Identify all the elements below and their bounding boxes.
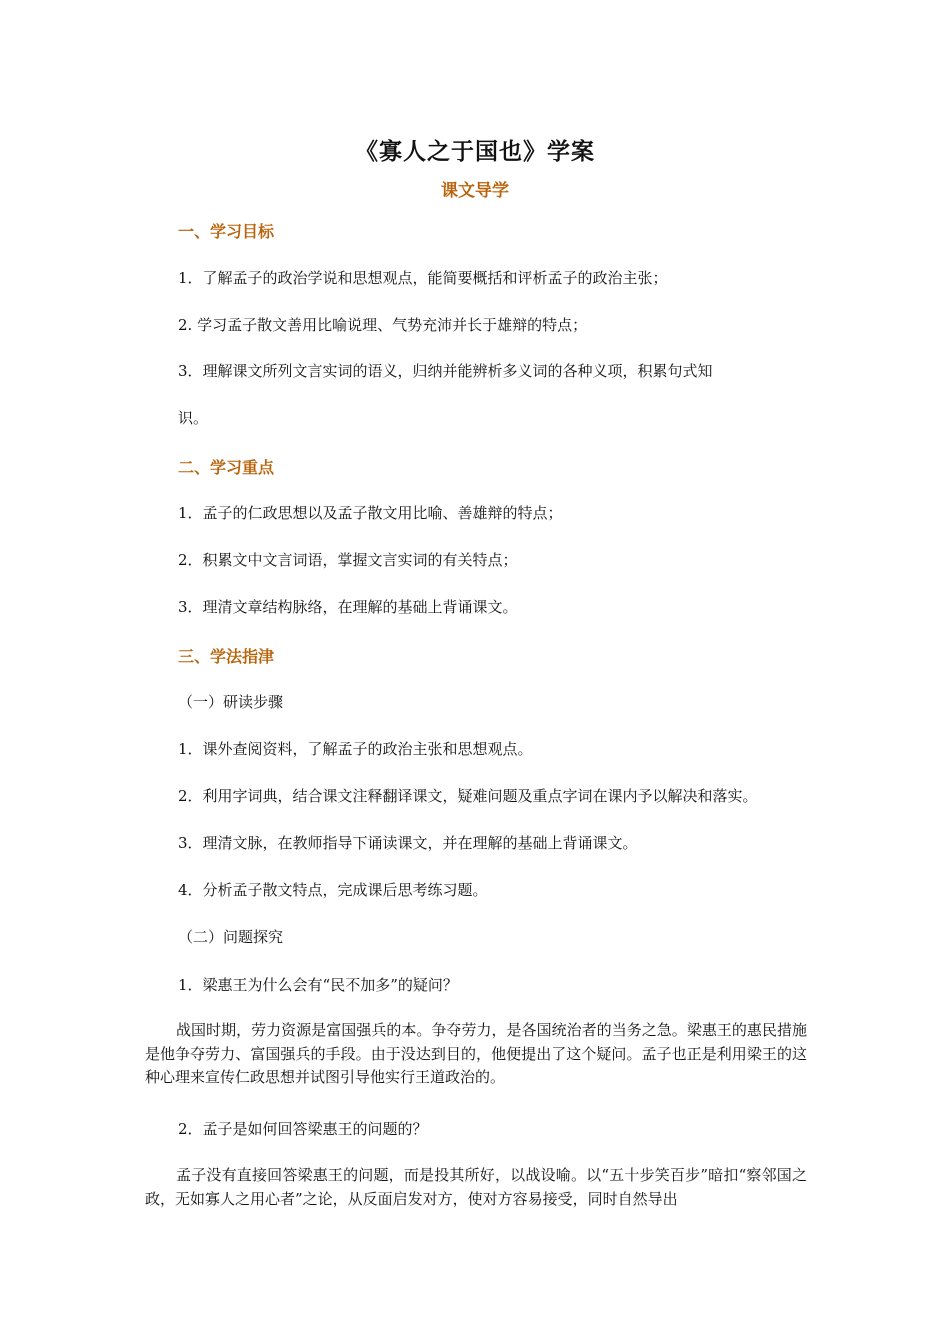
objective-item-1: 1．了解孟子的政治学说和思想观点，能简要概括和评析孟子的政治主张；: [178, 269, 668, 287]
answer-2-paragraph: 孟子没有直接回答梁惠王的问题，而是投其所好，以战设喻。以“五十步笑百步”暗扣“察邻国之政，无如寡人之用心者”之论，从反面启发对方，使对方容易接受，同时自然导出: [145, 1166, 807, 1208]
key-point-item-2: 2．积累文中文言词语，掌握文言实词的有关特点；: [178, 551, 518, 569]
answer-1-paragraph: 战国时期，劳力资源是富国强兵的本。争夺劳力，是各国统治者的当务之急。梁惠王的惠民措施是他争夺劳力、富国强兵的手段。由于没达到目的，他便提出了这个疑问。孟子也正是利用梁王的这种心理来宣传仁政思想并试图引导他实行王道政治的。: [145, 1021, 807, 1086]
step-item-4: 4．分析孟子散文特点，完成课后思考练习题。: [178, 881, 488, 899]
subsection-heading-inquiry: （二）问题探究: [178, 928, 284, 946]
section-heading-objectives: 一、学习目标: [178, 222, 275, 241]
question-1: 1．梁惠王为什么会有“民不加多”的疑问？: [178, 976, 458, 994]
objective-item-3-continued: 识。: [178, 409, 209, 427]
page-subtitle: 课文导学: [441, 181, 509, 201]
subsection-heading-steps: （一）研读步骤: [178, 693, 284, 711]
step-item-1: 1．课外查阅资料，了解孟子的政治主张和思想观点。: [178, 740, 533, 758]
key-point-item-3: 3．理清文章结构脉络，在理解的基础上背诵课文。: [178, 598, 518, 616]
step-item-3: 3．理清文脉，在教师指导下诵读课文，并在理解的基础上背诵课文。: [178, 834, 638, 852]
section-heading-key-points: 二、学习重点: [178, 458, 275, 477]
step-item-2: 2．利用字词典，结合课文注释翻译课文，疑难问题及重点字词在课内予以解决和落实。: [178, 787, 758, 805]
objective-item-3: 3．理解课文所列文言实词的语义，归纳并能辨析多义词的各种义项，积累句式知: [178, 362, 713, 380]
question-2: 2．孟子是如何回答梁惠王的问题的？: [178, 1120, 428, 1138]
key-point-item-1: 1．孟子的仁政思想以及孟子散文用比喻、善雄辩的特点；: [178, 504, 563, 522]
page-title: 《寡人之于国也》学案: [355, 138, 595, 165]
objective-item-2: 2. 学习孟子散文善用比喻说理、气势充沛并长于雄辩的特点；: [178, 316, 588, 334]
section-heading-study-guide: 三、学法指津: [178, 647, 275, 666]
